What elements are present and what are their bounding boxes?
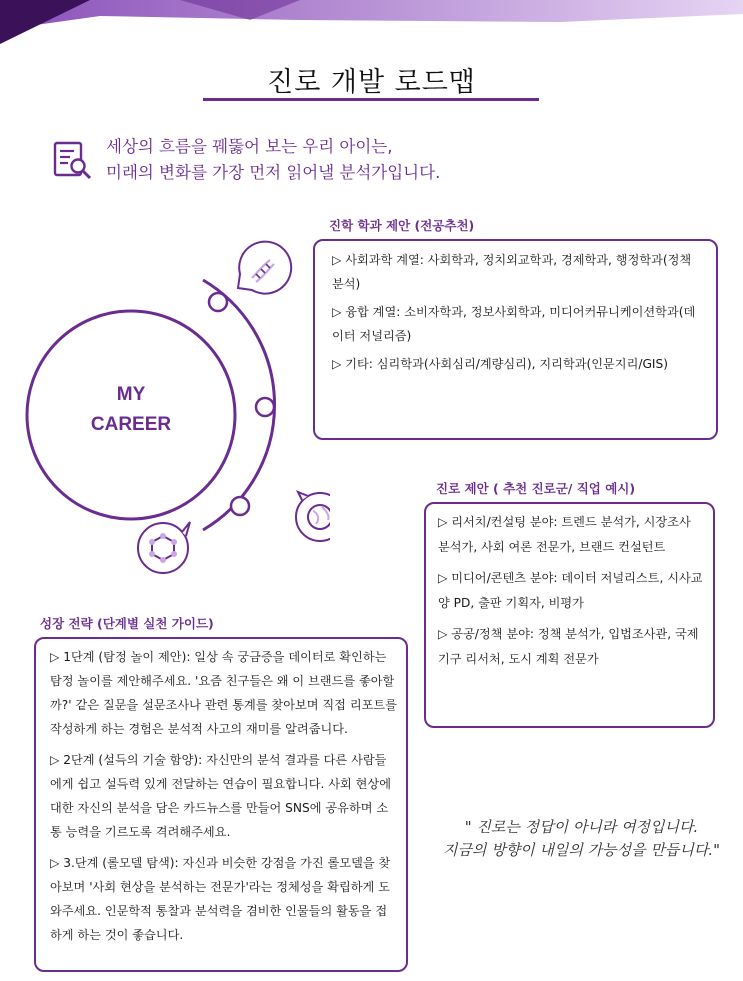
header-decoration xyxy=(0,0,743,46)
title-underline xyxy=(203,98,539,101)
quote-line-2: 지금의 방향이 내일의 가능성을 만듭니다." xyxy=(442,841,721,859)
list-item: ▷ 2단계 (설득의 기술 함양): 자신만의 분석 결과를 다른 사람들에게 쉽고 설득력 있게 전달하는 연습이 필요합니다. 사회 현상에 대한 자신의 분석을 담은 카드뉴스를 만들어 SNS에 공유하며 소통 능력을 기르도록 격려해주세요. xyxy=(50,753,391,839)
document-magnifier-icon xyxy=(52,140,94,182)
molecule-icon xyxy=(138,522,190,573)
jobs-heading: 진로 제안 ( 추천 진로군/ 직업 예시) xyxy=(436,481,636,496)
jobs-box xyxy=(424,502,715,728)
page-title: 진로 개발 로드맵 xyxy=(267,67,476,98)
majors-heading: 진학 학과 제안 (전공추천) xyxy=(329,218,475,233)
orbit-node xyxy=(209,293,227,311)
closing-quote xyxy=(420,816,743,862)
career-label-line-1: MY xyxy=(116,384,146,405)
list-item: ▷ 3.단계 (롤모델 탐색): 자신과 비슷한 강점을 가진 롤모델을 찾아보며 '사회 현상을 분석하는 전문가'라는 정체성을 확립하게 도와주세요. 인문학적 통찰과 분석력을 겸비한 인물들의 활동을 접하게 하는 것이 좋습니다. xyxy=(50,856,391,942)
orbit-node xyxy=(256,398,274,416)
list-item: ▷ 리서치/컨설팅 분야: 트렌드 분석가, 시장조사 분석가, 사회 여론 전문가, 브랜드 컨설턴트 xyxy=(438,515,691,554)
list-item: ▷ 1단계 (탐정 놀이 제안): 일상 속 궁금증을 데이터로 확인하는 탐정 놀이를 제안해주세요. '요즘 친구들은 왜 이 브랜드를 좋아할까?' 같은 질문을 설문조사나 관련 통계를 찾아보며 직접 리포트를 작성하게 하는 경험은 분석적 사고의 재미를 알려줍니다. xyxy=(50,650,397,736)
growth-box xyxy=(34,637,408,972)
intro-line-1: 세상의 흐름을 꿰뚫어 보는 우리 아이는, xyxy=(106,137,393,156)
quote-line-1: " 진로는 정답이 아니라 여정입니다. xyxy=(464,818,699,836)
list-item: ▷ 사회과학 계열: 사회학과, 정치외교학과, 경제학과, 행정학과(정책 분석) xyxy=(332,253,692,291)
list-item: ▷ 기타: 심리학과(사회심리/계량심리), 지리학과(인문지리/GIS) xyxy=(332,357,668,371)
orbit-node xyxy=(231,497,249,515)
globe-icon xyxy=(296,492,330,541)
growth-heading: 성장 전략 (단계별 실천 가이드) xyxy=(40,616,214,631)
intro-statement xyxy=(106,134,440,186)
dna-icon xyxy=(238,242,291,294)
list-item: ▷ 융합 계열: 소비자학과, 정보사회학과, 미디어커뮤니케이션학과(데이터 저널리즘) xyxy=(332,305,696,343)
intro-line-2: 미래의 변화를 가장 먼저 읽어낼 분석가입니다. xyxy=(106,163,441,182)
majors-box xyxy=(313,239,718,440)
my-career-diagram xyxy=(0,230,330,600)
career-label-line-2: CAREER xyxy=(90,414,172,435)
list-item: ▷ 미디어/콘텐츠 분야: 데이터 저널리스트, 시사교양 PD, 출판 기획자, 비평가 xyxy=(438,571,703,610)
list-item: ▷ 공공/정책 분야: 정책 분석가, 입법조사관, 국제기구 리서처, 도시 계획 전문가 xyxy=(438,627,699,666)
